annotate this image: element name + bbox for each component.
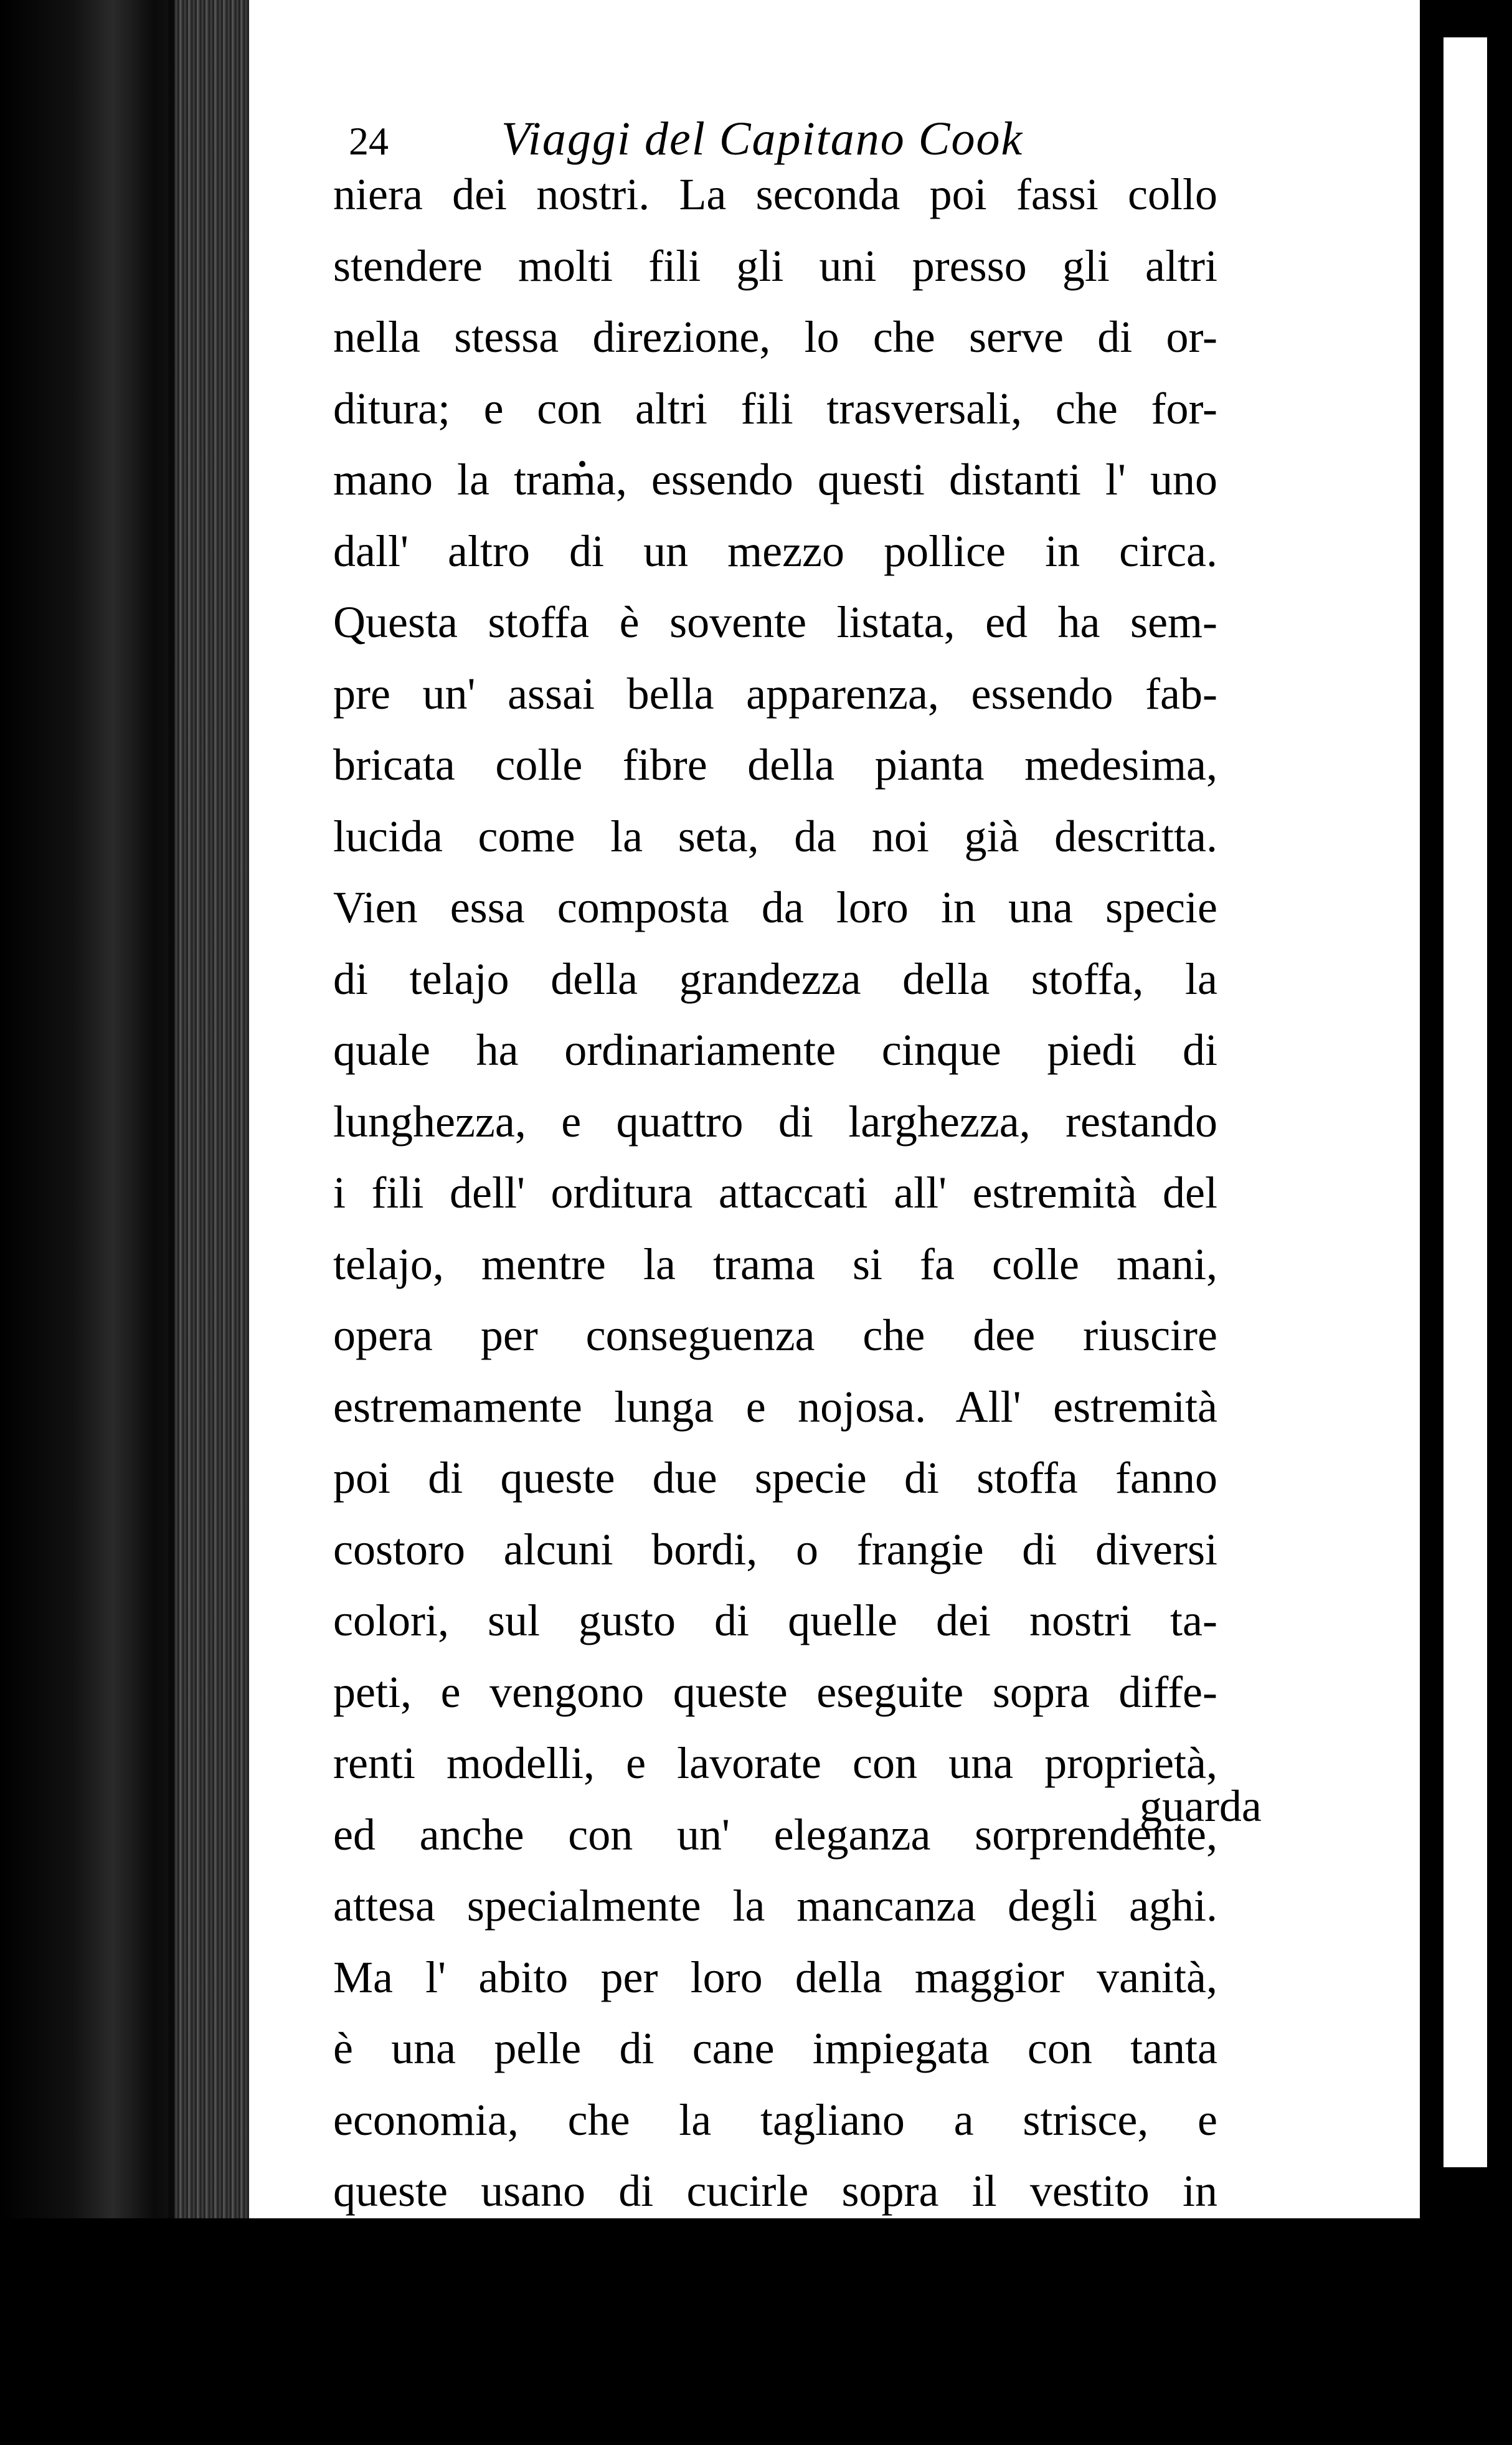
text-line: costoro alcuni bordi, o frangie di diversi — [333, 1518, 1217, 1590]
text-line: è una pelle di cane impiegata con tanta — [333, 2017, 1217, 2089]
text-line: estremamente lunga e nojosa. All' estremità — [333, 1376, 1217, 1447]
text-line: queste usano di cucirle sopra il vestito in — [333, 2160, 1217, 2231]
text-line: qualche distanza l' una dall' altra, lo che — [333, 2231, 1217, 2303]
text-line: opera per conseguenza che dee riuscire — [333, 1304, 1217, 1376]
text-line: renti modelli, e lavorate con una proprietà, — [333, 1732, 1217, 1804]
text-line: bricata colle fibre della pianta medesima, — [333, 734, 1217, 805]
text-line: i fili dell' orditura attaccati all' estremità del — [333, 1161, 1217, 1233]
text-line: nella stessa direzione, lo che serve di or- — [333, 306, 1217, 377]
text-line: colori, sul gusto di quelle dei nostri ta- — [333, 1589, 1217, 1661]
text-line: peti, e vengono queste eseguite sopra diffe- — [333, 1661, 1217, 1733]
text-line: telajo, mentre la trama si fa colle mani, — [333, 1233, 1217, 1305]
text-line: attesa specialmente la mancanza degli aghi. — [333, 1875, 1217, 1946]
text-line: ditura; e con altri fili trasversali, che for- — [333, 377, 1217, 449]
next-page-edge — [1441, 37, 1487, 2167]
text-line: economia, che la tagliano a strisce, e — [333, 2089, 1217, 2160]
running-title: Viaggi del Capitano Cook — [501, 112, 1023, 166]
text-line: di telajo della grandezza della stoffa, la — [333, 948, 1217, 1019]
text-line: abbondanti nel loro paese. Per quello ri- — [333, 2374, 1217, 2445]
text-line: mano la trama, essendo questi distanti l' uno — [333, 448, 1217, 520]
catchword: guarda — [1140, 1775, 1262, 1837]
text-line: ed anche con un' eleganza sorprendente, — [333, 1804, 1217, 1875]
page-number: 24 — [349, 118, 389, 164]
text-line: parimente prova non essere i cani molto — [333, 2302, 1217, 2374]
page-fore-edge — [174, 0, 249, 2218]
body-text — [333, 163, 1217, 2445]
text-line: quale ha ordinariamente cinque piedi di — [333, 1019, 1217, 1090]
text-line: pre un' assai bella apparenza, essendo fab- — [333, 663, 1217, 734]
text-line: Vien essa composta da loro in una specie — [333, 876, 1217, 948]
text-line: Ma l' abito per loro della maggior vanità, — [333, 1946, 1217, 2018]
text-line: lucida come la seta, da noi già descritta. — [333, 805, 1217, 877]
text-line: lunghezza, e quattro di larghezza, restando — [333, 1090, 1217, 1162]
text-line: Questa stoffa è sovente listata, ed ha sem- — [333, 591, 1217, 663]
text-line: dall' altro di un mezzo pollice in circa. — [333, 520, 1217, 592]
text-line: poi di queste due specie di stoffa fanno — [333, 1447, 1217, 1518]
text-line: niera dei nostri. La seconda poi fassi collo — [333, 163, 1217, 235]
text-line: stendere molti fili gli uni presso gli altri — [333, 235, 1217, 306]
